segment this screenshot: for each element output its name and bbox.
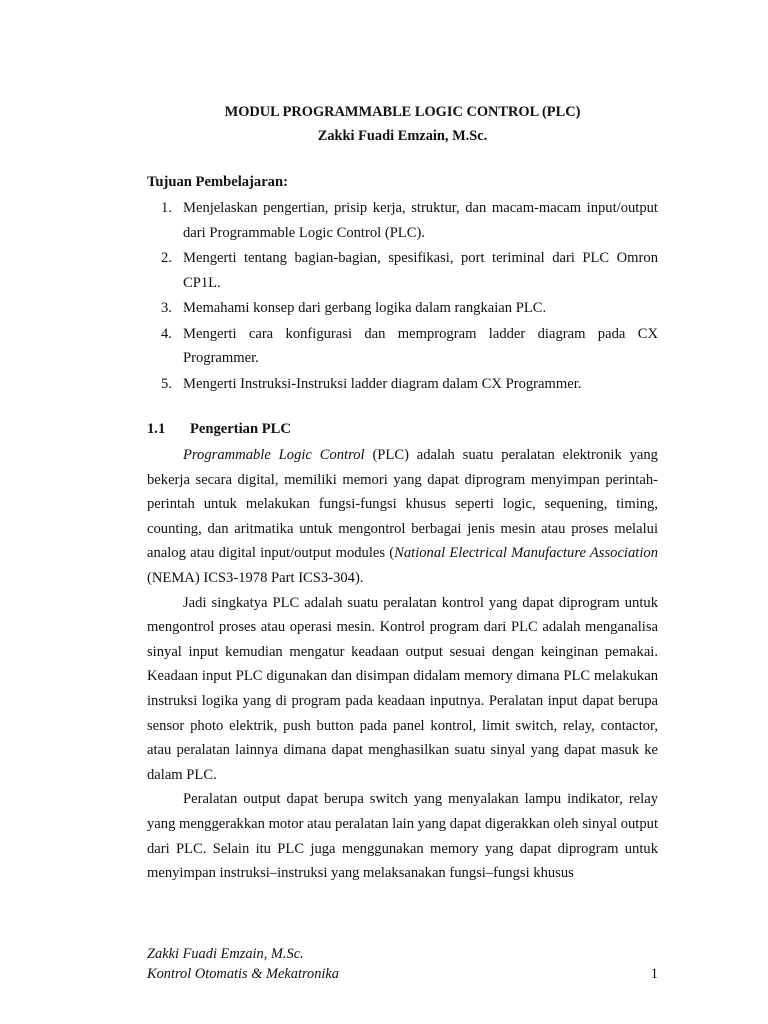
- footer-author: Zakki Fuadi Emzain, M.Sc.: [147, 946, 304, 962]
- paragraph-summary: Jadi singkatya PLC adalah suatu peralatan kontrol yang dapat diprogram untuk mengontrol proses atau operasi mesin. Kontrol program dari PLC adalah menganalisa sinyal input kemudian mengatur keadaan output sesuai dengan keinginan pemakai. Keadaan input PLC digunakan dan disimpan didalam memory dimana PLC melakukan instruksi logika yang di program pada keadaan inputnya. Peralatan input dapat berupa sensor photo elektrik, push button pada panel kontrol, limit switch, relay, contactor, atau peralatan lainnya dimana dapat menghasilkan suatu sinyal yang dapat masuk ke dalam PLC.: [147, 594, 658, 783]
- list-item-number: 3.: [161, 300, 172, 316]
- paragraph-definition: [147, 443, 658, 591]
- paragraph-output: Peralatan output dapat berupa switch yang menyalakan lampu indikator, relay yang menggerakkan motor atau peralatan lain yang dapat digerakkan oleh sinyal output dari PLC. Selain itu PLC juga menggunakan memory yang dapat diprogram untuk menyimpan instruksi–instruksi yang melaksanakan fungsi–fungsi khusus: [147, 791, 659, 882]
- page-number: 1: [650, 966, 658, 982]
- list-item-text: Mengerti Instruksi-Instruksi ladder diagram dalam CX Programmer.: [183, 375, 582, 392]
- list-item: [147, 246, 658, 295]
- list-item: [147, 196, 658, 245]
- term-plc: Programmable Logic Control: [183, 447, 365, 463]
- list-item-text: Memahami konsep dari gerbang logika dalam rangkaian PLC.: [183, 300, 547, 316]
- section-number: 1.1: [147, 421, 166, 437]
- paragraph-text: (NEMA) ICS3-1978 Part ICS3-304).: [147, 569, 364, 586]
- paragraph-text: (PLC) adalah suatu peralatan elektronik yang bekerja secara digital, memiliki memori yang dapat diprogram menyimpan perintah-perintah untuk melakukan fungsi-fungsi khusus seperti logic, sequening, timing, counting, dan aritmatika untuk mengontrol berbagai jenis mesin atau proses melalui analog atau digital input/output modules (: [147, 447, 658, 562]
- source-nema: National Electrical Manufacture Association: [394, 545, 658, 562]
- document-author: Zakki Fuadi Emzain, M.Sc.: [317, 128, 488, 144]
- page-content: [147, 100, 658, 886]
- list-item-number: 1.: [161, 200, 172, 216]
- list-item-text: Mengerti cara konfigurasi dan memprogram ladder diagram pada CX Programmer.: [183, 325, 658, 366]
- list-item-text: Mengerti tentang bagian-bagian, spesifikasi, port teriminal dari PLC Omron CP1L.: [183, 250, 658, 291]
- footer-course: Kontrol Otomatis & Mekatronika: [147, 966, 339, 982]
- objectives-heading: Tujuan Pembelajaran:: [147, 174, 288, 190]
- page-footer: [147, 944, 658, 984]
- section-title: Pengertian PLC: [190, 421, 291, 437]
- list-item-number: 4.: [161, 325, 172, 342]
- objectives-list: [147, 196, 658, 396]
- list-item-number: 2.: [161, 250, 172, 266]
- list-item: [147, 372, 658, 397]
- list-item: [147, 322, 658, 371]
- list-item: [147, 296, 658, 321]
- section-heading: [147, 417, 658, 441]
- list-item-text: Menjelaskan pengertian, prisip kerja, struktur, dan macam-macam input/output dari Programmable Logic Control (PLC).: [183, 200, 658, 241]
- document-title: MODUL PROGRAMMABLE LOGIC CONTROL (PLC): [224, 104, 581, 120]
- list-item-number: 5.: [161, 375, 172, 392]
